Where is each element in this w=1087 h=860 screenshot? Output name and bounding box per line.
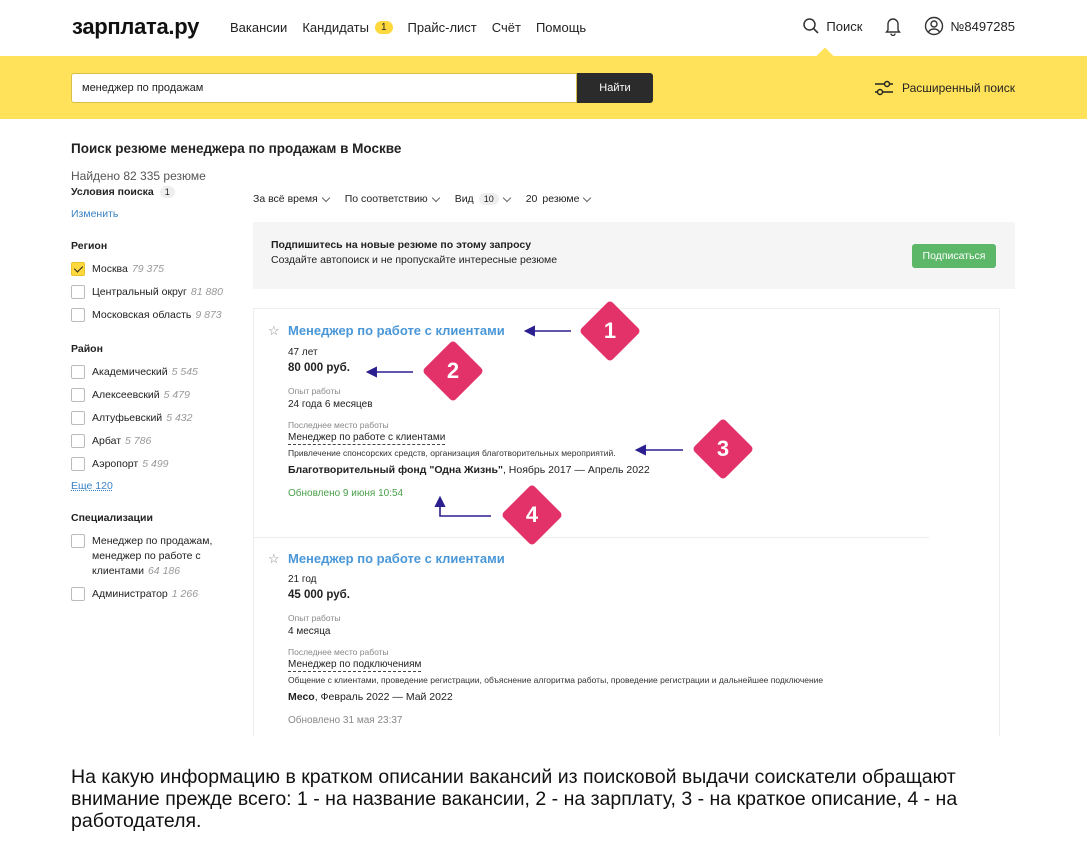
results-list (253, 308, 1000, 736)
search-band (0, 56, 1087, 119)
company-name: Месо (288, 691, 315, 703)
nav-candidates[interactable] (302, 20, 392, 35)
checkbox-checked[interactable] (71, 262, 85, 276)
annotation-number-3: 3 (716, 436, 730, 461)
subscribe-panel (253, 222, 1015, 289)
main-nav (230, 20, 586, 35)
annotation-number-1: 1 (603, 318, 617, 343)
experience-label: Опыт работы (288, 386, 341, 396)
region-label: Центральный округ (92, 286, 187, 298)
nav-price-list-label: Прайс-лист (407, 20, 477, 35)
nav-bill-label: Счёт (491, 20, 521, 35)
region-option-moscow[interactable] (71, 262, 241, 277)
nav-account-bill[interactable] (492, 20, 521, 35)
district-title: Район (71, 343, 103, 355)
annotation-number-2: 2 (446, 358, 460, 383)
conditions-count-badge: 1 (160, 186, 175, 198)
per-page-number: 20 (525, 193, 538, 205)
search-input[interactable] (71, 73, 577, 103)
filter-sliders-icon (874, 80, 894, 96)
district-option[interactable] (71, 434, 241, 449)
last-position-link[interactable]: Менеджер по работе с клиентами (288, 432, 446, 443)
search-conditions-label: Условия поиска (71, 186, 154, 198)
updated-date: Обновлено 31 мая 23:37 (288, 715, 403, 726)
view-label: Вид (454, 193, 474, 205)
specialization-label: Менеджер по продажам, менеджер по работе с клиентами (92, 535, 213, 577)
nav-vacancies[interactable] (230, 20, 287, 35)
work-period: , Февраль 2022 — Май 2022 (314, 691, 453, 703)
sort-label: По соответствию (344, 193, 428, 205)
district-option[interactable] (71, 457, 241, 472)
work-period: , Ноябрь 2017 — Апрель 2022 (502, 464, 650, 476)
site-logo[interactable] (72, 14, 199, 40)
district-label: Аэропорт (92, 458, 139, 470)
logo-text: зарплата.ру (72, 14, 200, 39)
page-title: Поиск резюме менеджера по продажам в Москве (71, 141, 402, 156)
resume-salary: 45 000 руб. (288, 589, 350, 601)
header-search-label: Поиск (826, 18, 863, 34)
resume-salary: 80 000 руб. (288, 362, 350, 374)
company-name: Благотворительный фонд "Одна Жизнь" (288, 464, 503, 476)
star-icon[interactable]: ☆ (268, 551, 280, 566)
district-option[interactable] (71, 365, 241, 380)
experience-label: Опыт работы (288, 613, 341, 623)
nav-vacancies-label: Вакансии (230, 20, 288, 35)
period-label: За всё время (253, 193, 318, 205)
job-description: Привлечение спонсорских средств, организация благотворительных мероприятий. (288, 448, 616, 458)
period-dropdown[interactable] (253, 193, 329, 205)
user-icon (924, 16, 944, 36)
account-number: №8497285 (950, 18, 1015, 34)
checkbox[interactable] (71, 457, 85, 471)
checkbox[interactable] (71, 285, 85, 299)
region-label: Московская область (92, 309, 192, 321)
checkbox[interactable] (71, 411, 85, 425)
last-job-label: Последнее место работы (288, 647, 389, 657)
checkbox[interactable] (71, 587, 85, 601)
checkbox[interactable] (71, 308, 85, 322)
specialization-label: Администратор (92, 588, 168, 600)
company-line (288, 464, 650, 476)
search-icon (802, 17, 820, 35)
annotation-number-4: 4 (525, 502, 539, 527)
nav-candidates-label: Кандидаты (302, 20, 369, 35)
district-count: 5 786 (125, 435, 152, 447)
found-count: Найдено 82 335 резюме (71, 169, 206, 183)
star-icon[interactable]: ☆ (268, 323, 280, 338)
results-filters (253, 193, 590, 205)
top-header (0, 0, 1087, 56)
job-description: Общение с клиентами, проведение регистрации, объяснение алгоритма работы, проведение регистрации и дальнейшее подключение (288, 675, 824, 685)
company-line (288, 691, 453, 703)
nav-help[interactable] (536, 20, 586, 35)
subscribe-button[interactable]: Подписаться (912, 244, 996, 268)
region-option-moscow-oblast[interactable] (71, 308, 241, 323)
specialization-count: 1 266 (171, 588, 199, 600)
last-job-label: Последнее место работы (288, 420, 389, 430)
resume-age: 47 лет (288, 347, 318, 358)
account-button[interactable] (924, 16, 1015, 36)
more-districts-link[interactable]: Еще 120 (71, 480, 113, 492)
specialization-option[interactable] (71, 587, 241, 602)
caption-text: На какую информацию в кратком описании вакансий из поисковой выдачи соискатели обращают внимание прежде всего: 1 - на название вакансии, 2 - на зарплату, 3 - на краткое описание, 4 - на работодателя. (71, 766, 958, 832)
resume-title-link[interactable]: Менеджер по работе с клиентами (288, 551, 505, 566)
chevron-down-icon (583, 193, 591, 201)
resume-title-link[interactable]: Менеджер по работе с клиентами (288, 323, 505, 338)
find-button[interactable]: Найти (577, 73, 653, 103)
district-count: 5 545 (171, 366, 198, 378)
last-position-link[interactable]: Менеджер по подключениям (288, 659, 422, 670)
region-count: 79 375 (131, 263, 164, 275)
updated-date: Обновлено 9 июня 10:54 (288, 488, 404, 499)
chevron-down-icon (321, 193, 329, 201)
nav-price-list[interactable] (408, 20, 477, 35)
advanced-search-link[interactable] (874, 80, 1015, 96)
candidates-count-badge: 1 (375, 21, 393, 34)
bell-icon (884, 16, 902, 36)
district-option[interactable] (71, 388, 241, 403)
chevron-down-icon (502, 193, 510, 201)
region-count: 81 880 (190, 286, 223, 298)
subscribe-title: Подпишитесь на новые резюме по этому запросу (271, 239, 532, 251)
district-option[interactable] (71, 411, 241, 426)
chevron-down-icon (431, 193, 439, 201)
change-conditions-link[interactable]: Изменить (71, 208, 119, 220)
resume-experience: 24 года 6 месяцев (288, 399, 373, 410)
checkbox[interactable] (71, 388, 85, 402)
region-label: Москва (92, 263, 128, 275)
advanced-search-label: Расширенный поиск (902, 81, 1015, 95)
district-count: 5 499 (142, 458, 169, 470)
checkbox[interactable] (71, 365, 85, 379)
resume-experience: 4 месяца (288, 626, 331, 637)
per-page-dropdown[interactable] (526, 193, 591, 205)
district-label: Алтуфьевский (92, 412, 163, 424)
checkbox[interactable] (71, 534, 85, 548)
region-title: Регион (71, 240, 108, 252)
specialization-title: Специализации (71, 512, 153, 524)
subscribe-text: Создайте автопоиск и не пропускайте интересные резюме (271, 254, 558, 266)
region-count: 9 873 (195, 309, 222, 321)
district-label: Алексеевский (92, 389, 160, 401)
nav-help-label: Помощь (535, 20, 587, 35)
filters-sidebar (71, 186, 241, 610)
district-label: Арбат (92, 435, 122, 447)
header-actions (802, 16, 1015, 36)
per-page-label: резюме (542, 193, 580, 205)
view-value-badge: 10 (479, 193, 499, 205)
region-option-central[interactable] (71, 285, 241, 300)
resume-card (254, 537, 999, 737)
notifications-button[interactable] (884, 16, 902, 36)
specialization-option[interactable] (71, 534, 241, 579)
view-dropdown[interactable] (455, 193, 510, 205)
district-count: 5 479 (163, 389, 190, 401)
sort-dropdown[interactable] (345, 193, 439, 205)
district-label: Академический (92, 366, 168, 378)
checkbox[interactable] (71, 434, 85, 448)
resume-age: 21 год (288, 574, 317, 585)
specialization-count: 64 186 (147, 565, 181, 577)
district-count: 5 432 (166, 412, 193, 424)
header-search-button[interactable] (802, 17, 862, 35)
search-conditions (71, 186, 241, 198)
